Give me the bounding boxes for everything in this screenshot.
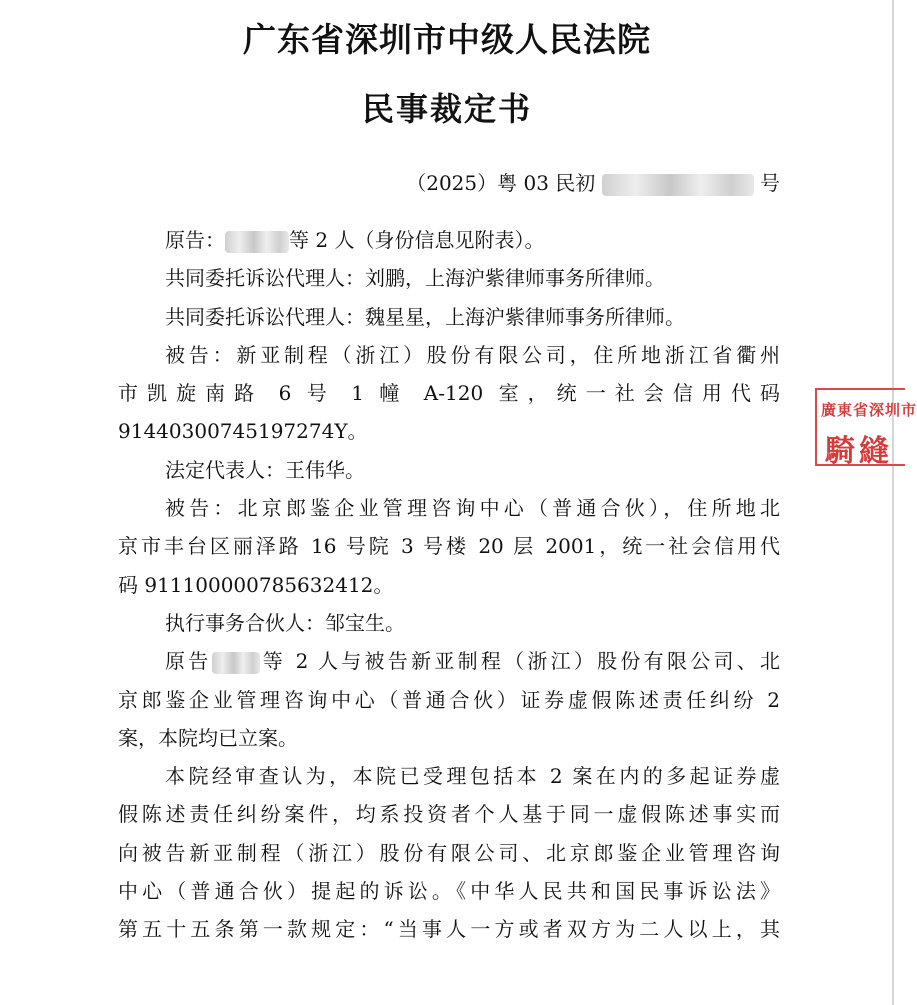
- defendant2-line1: 被告：北京郎鉴企业管理咨询中心（普通合伙），住所地北: [165, 496, 780, 521]
- page-edge: [892, 0, 894, 1005]
- document-type-title: 民事裁定书: [361, 90, 532, 128]
- filing-line2: 京郎鉴企业管理咨询中心（普通合伙）证券虚假陈述责任纠纷 2: [118, 687, 780, 712]
- defendant1-line3: 91440300745197274Y。: [118, 419, 368, 444]
- reasoning-line4: 中心（普通合伙）提起的诉讼。《中华人民共和国民事诉讼法》: [118, 879, 780, 904]
- redacted-plaintiff-name: [225, 231, 289, 253]
- reasoning-line5: 第五十五条第一款规定：“当事人一方或者双方为二人以上，其: [118, 917, 780, 942]
- reasoning-line2: 假陈述责任纠纷案件，均系投资者个人基于同一虚假陈述事实而: [118, 802, 780, 827]
- document-body: [118, 221, 780, 949]
- case-number-prefix: （2025）粤 03 民初: [406, 171, 596, 195]
- redacted-case-number: [602, 174, 754, 196]
- case-number: [406, 167, 780, 196]
- court-seal-stamp: [815, 388, 917, 469]
- redacted-plaintiff-name-2: [212, 652, 260, 674]
- plaintiff-paragraph: 原告： 等 2 人（身份信息见附表）。: [165, 228, 545, 252]
- seal-bottom-text: 騎縫: [825, 434, 893, 469]
- filing-line1: 原告 等 2 人与被告新亚制程（浙江）股份有限公司、北: [165, 649, 780, 674]
- defendant2-line2: 京市丰台区丽泽路 16 号院 3 号楼 20 层 2001，统一社会信用代: [118, 534, 780, 559]
- agent-paragraph-2: 共同委托诉讼代理人：魏星星，上海沪紫律师事务所律师。: [165, 304, 685, 329]
- defendant1-line2: 市凯旋南路 6 号 1 幢 A-120 室，统一社会信用代码: [118, 381, 780, 406]
- legal-representative-paragraph: 法定代表人：王伟华。: [165, 457, 365, 482]
- court-name-title: 广东省深圳市中级人民法院: [243, 20, 651, 59]
- filing-line3: 案，本院均已立案。: [118, 725, 298, 750]
- seal-top-text: 廣東省深圳市: [821, 401, 917, 419]
- defendant1-line1: 被告：新亚制程（浙江）股份有限公司，住所地浙江省衢州: [165, 342, 780, 367]
- agent-paragraph-1: 共同委托诉讼代理人：刘鹏，上海沪紫律师事务所律师。: [165, 266, 665, 291]
- reasoning-line1: 本院经审查认为，本院已受理包括本 2 案在内的多起证券虚: [165, 764, 780, 789]
- reasoning-line3: 向被告新亚制程（浙江）股份有限公司、北京郎鉴企业管理咨询: [118, 840, 780, 865]
- case-number-suffix: 号: [760, 171, 780, 195]
- defendant2-line3: 码 911100000785632412。: [118, 572, 394, 597]
- managing-partner-paragraph: 执行事务合伙人：邹宝生。: [165, 610, 405, 635]
